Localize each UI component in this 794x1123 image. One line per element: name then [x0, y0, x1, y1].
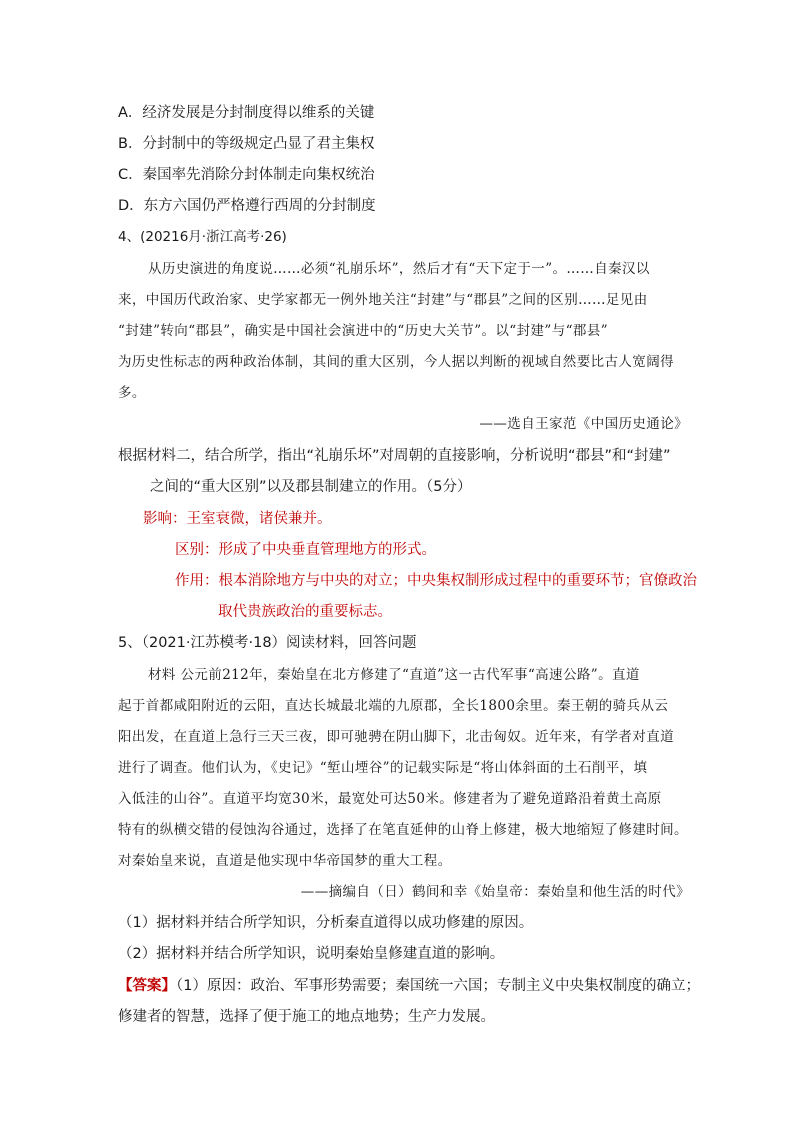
q5-passage-line: 特有的纵横交错的侵蚀沟谷通过，选择了在笔直延伸的山脊上修建，极大地缩短了修建时间。 — [118, 822, 688, 838]
q4-source: ——选自王家范《中国历史通论》 — [479, 416, 688, 432]
answer-text: （1）原因：政治、军事形势需要；秦国统一六国；专制主义中央集权制度的确立； — [176, 978, 700, 994]
q4-header: 4、(20216月·浙江高考·26) — [118, 229, 287, 245]
q5-passage-line: 材料 公元前212年，秦始皇在北方修建了“直道”这一古代军事“高速公路”。直道 — [148, 667, 640, 683]
q5-passage-line: 对秦始皇来说，直道是他实现中华帝国梦的重大工程。 — [118, 853, 452, 869]
q5-passage-line: 进行了调查。他们认为，《史记》“堑山堙谷”的记载实际是“将山体斜面的土石削平，填 — [118, 760, 648, 776]
q4-prompt: 根据材料二，结合所学，指出“礼崩乐坏”对周朝的直接影响，分析说明“郡县”和“封建” — [118, 448, 671, 464]
q5-header: 5、（2021·江苏模考·18）阅读材料，回答问题 — [118, 635, 417, 651]
q4-answer-impact: 影响：王室衰微，诸侯兼并。 — [143, 511, 332, 527]
q5-answer-continued: 修建者的智慧，选择了便于施工的地点地势；生产力发展。 — [118, 1009, 495, 1025]
q5-source: ——摘编自（日）鹤间和幸《始皇帝：秦始皇和他生活的时代》 — [300, 884, 690, 900]
q4-answer-difference: 区别：形成了中央垂直管理地方的形式。 — [175, 542, 436, 558]
q5-question-1: （1）据材料并结合所学知识，分析秦直道得以成功修建的原因。 — [118, 915, 534, 931]
q5-answer — [118, 976, 700, 996]
q4-passage-line: 为历史性标志的两种政治体制，其间的重大区别，今人据以判断的视域自然要比古人宽阔得 — [118, 354, 674, 370]
q4-passage-line: 来，中国历代政治家、史学家都无一例外地关注“封建”与“郡县”之间的区别……足见由 — [118, 292, 648, 308]
option-d: D．东方六国仍严格遵行西周的分封制度 — [118, 198, 376, 214]
q5-passage-line: 入低洼的山谷”。直道平均宽30米，最宽处可达50米。修建者为了避免道路沿着黄土高原 — [118, 791, 662, 807]
q5-passage-line: 起于首都咸阳附近的云阳，直达长城最北端的九原郡，全长1800余里。秦王朝的骑兵从云 — [118, 698, 669, 714]
q4-prompt: 之间的“重大区别”以及郡县制建立的作用。（5分） — [150, 479, 472, 495]
option-c: C．秦国率先消除分封体制走向集权统治 — [118, 167, 375, 183]
option-a: A．经济发展是分封制度得以维系的关键 — [118, 105, 375, 121]
option-b: B．分封制中的等级规定凸显了君主集权 — [118, 136, 375, 152]
q4-answer-role: 取代贵族政治的重要标志。 — [218, 604, 392, 620]
q4-answer-role: 作用：根本消除地方与中央的对立；中央集权制形成过程中的重要环节；官僚政治 — [175, 573, 697, 589]
q5-passage-line: 阳出发，在直道上急行三天三夜，即可驰骋在阴山脚下，北击匈奴。近年来，有学者对直道 — [118, 729, 674, 745]
q4-passage-line: “封建”转向“郡县”，确实是中国社会演进中的“历史大关节”。以“封建”与“郡县” — [118, 323, 609, 339]
q4-passage-line: 从历史演进的角度说……必须“礼崩乐坏”，然后才有“天下定于一”。……自秦汉以 — [148, 261, 650, 277]
answer-label: 【答案】 — [118, 978, 176, 994]
q4-passage-line: 多。 — [118, 385, 146, 401]
q5-question-2: （2）据材料并结合所学知识，说明秦始皇修建直道的影响。 — [118, 946, 505, 962]
